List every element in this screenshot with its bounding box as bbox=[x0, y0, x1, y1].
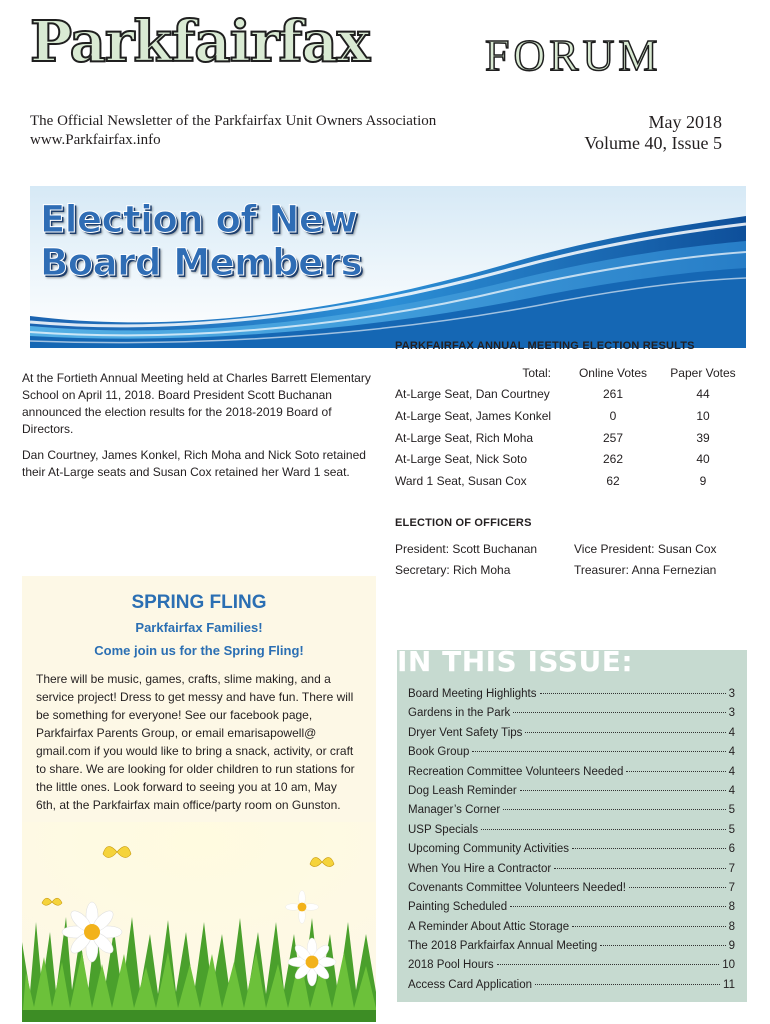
officer-secretary: Secretary: Rich Moha bbox=[395, 563, 511, 577]
toc-label: Manager’s Corner bbox=[408, 804, 501, 817]
table-row bbox=[395, 405, 745, 427]
paper-votes: 10 bbox=[696, 408, 710, 423]
toc-leader bbox=[497, 964, 720, 965]
toc-label: Board Meeting Highlights bbox=[408, 688, 537, 700]
table-row bbox=[395, 384, 745, 406]
list-item[interactable] bbox=[408, 707, 735, 726]
results-title: PARKFAIRFAX ANNUAL MEETING ELECTION RESULTS bbox=[395, 340, 695, 352]
toc-page: 3 bbox=[728, 707, 735, 720]
toc-label: When You Hire a Contractor bbox=[408, 862, 552, 875]
header-total: Total: bbox=[522, 365, 551, 380]
online-votes: 257 bbox=[602, 430, 624, 445]
toc-label: USP Specials bbox=[408, 823, 479, 836]
online-votes: 262 bbox=[602, 452, 624, 467]
spring-fling-subtitle: Parkfairfax Families! bbox=[135, 620, 263, 635]
issue-info bbox=[584, 112, 722, 154]
seat-name: At-Large Seat, Nick Soto bbox=[395, 452, 528, 467]
toc-page: 5 bbox=[728, 804, 735, 817]
newsletter-subtitle-block bbox=[30, 112, 436, 150]
election-article bbox=[22, 370, 382, 481]
seat-name: At-Large Seat, Dan Courtney bbox=[395, 387, 550, 402]
list-item[interactable] bbox=[408, 863, 735, 882]
paper-votes: 9 bbox=[699, 473, 707, 488]
list-item[interactable] bbox=[408, 843, 735, 862]
officer-vice-president: Vice President: Susan Cox bbox=[574, 542, 717, 556]
list-item[interactable] bbox=[408, 804, 735, 823]
list-item[interactable] bbox=[408, 882, 735, 901]
toc-label: Gardens in the Park bbox=[408, 707, 511, 720]
list-item[interactable] bbox=[408, 727, 735, 746]
spring-fling-box bbox=[22, 576, 376, 1022]
toc-label: A Reminder About Attic Storage bbox=[408, 920, 570, 933]
flower-illustration bbox=[22, 822, 376, 1022]
officer-president: President: Scott Buchanan bbox=[395, 542, 538, 556]
masthead bbox=[30, 9, 750, 94]
toc-label: Dog Leash Reminder bbox=[408, 784, 517, 797]
toc-label: Recreation Committee Volunteers Needed bbox=[408, 765, 624, 778]
list-item[interactable] bbox=[408, 785, 735, 804]
list-item[interactable] bbox=[408, 921, 735, 940]
toc-label: Access Card Application bbox=[408, 978, 533, 991]
table-of-contents bbox=[408, 688, 735, 998]
toc-page: 7 bbox=[728, 881, 735, 894]
toc-label: Dryer Vent Safety Tips bbox=[408, 726, 523, 739]
toc-leader bbox=[525, 732, 725, 733]
banner-title bbox=[40, 198, 362, 284]
toc-leader bbox=[472, 751, 725, 752]
results-table bbox=[395, 362, 745, 492]
toc-leader bbox=[510, 906, 725, 907]
toc-page: 8 bbox=[728, 920, 735, 933]
toc-leader bbox=[629, 887, 726, 888]
officer-treasurer: Treasurer: Anna Fernezian bbox=[574, 563, 717, 577]
article-paragraph: Dan Courtney, James Konkel, Rich Moha and Nick Soto retained their At-Large seats and Susan Cox retained her Ward 1 seat. bbox=[22, 448, 366, 479]
list-item[interactable] bbox=[408, 824, 735, 843]
toc-page: 10 bbox=[722, 959, 735, 972]
toc-leader bbox=[535, 984, 720, 985]
officers-title: ELECTION OF OFFICERS bbox=[395, 517, 532, 529]
toc-leader bbox=[600, 945, 725, 946]
paper-votes: 40 bbox=[696, 452, 710, 467]
toc-label: Covenants Committee Volunteers Needed! bbox=[408, 881, 626, 894]
table-row bbox=[395, 470, 745, 492]
banner-title-line2: Board Members bbox=[40, 241, 363, 284]
toc-page: 8 bbox=[728, 901, 735, 914]
online-votes: 0 bbox=[609, 408, 617, 423]
issue-date: May 2018 bbox=[648, 112, 722, 132]
toc-page: 11 bbox=[723, 978, 735, 991]
toc-leader bbox=[572, 848, 726, 849]
toc-label: Upcoming Community Activities bbox=[408, 843, 570, 856]
toc-page: 6 bbox=[728, 843, 735, 856]
spring-fling-title: SPRING FLING bbox=[131, 592, 267, 613]
header-online-votes: Online Votes bbox=[578, 365, 648, 380]
paper-votes: 39 bbox=[696, 430, 710, 445]
newsletter-name: Parkfairfax bbox=[30, 9, 370, 75]
list-item[interactable] bbox=[408, 766, 735, 785]
toc-page: 4 bbox=[728, 765, 735, 778]
newsletter-subtitle: The Official Newsletter of the Parkfairfax Unit Owners Association bbox=[30, 113, 437, 129]
seat-name: At-Large Seat, James Konkel bbox=[395, 408, 552, 423]
toc-leader bbox=[540, 693, 726, 694]
toc-leader bbox=[513, 712, 725, 713]
article-paragraph: At the Fortieth Annual Meeting held at Charles Barrett Elementary School on April 11, 2018. Board President Scott Buchanan announced the election results for the 2018-2019 Board of Directors. bbox=[22, 371, 371, 436]
spring-fling-body: There will be music, games, crafts, slime making, and a service project! Dress to get messy and have fun. There will be something for everyone! See our facebook page, Parkfairfax Parents Group, or email emarisapowell@ gmail.com if you would like to bring a snack, activity, or craft to share. We are looking for older children to run stations for the little ones. Look forward to seeing you at 10 am, May 6th, at the Parkfairfax main office/party room on Gunston. bbox=[36, 672, 355, 812]
toc-leader bbox=[572, 926, 725, 927]
table-row bbox=[395, 427, 745, 449]
toc-page: 4 bbox=[728, 726, 735, 739]
toc-page: 9 bbox=[728, 940, 735, 953]
list-item[interactable] bbox=[408, 940, 735, 959]
toc-label: The 2018 Parkfairfax Annual Meeting bbox=[408, 940, 598, 953]
toc-page: 5 bbox=[728, 823, 735, 836]
toc-leader bbox=[554, 868, 725, 869]
toc-leader bbox=[503, 809, 725, 810]
toc-label: 2018 Pool Hours bbox=[408, 959, 494, 972]
list-item[interactable] bbox=[408, 959, 735, 978]
list-item[interactable] bbox=[408, 746, 735, 765]
newsletter-suffix: FORUM bbox=[485, 31, 662, 80]
toc-page: 4 bbox=[728, 784, 735, 797]
toc-label: Painting Scheduled bbox=[408, 901, 508, 914]
header-paper-votes: Paper Votes bbox=[670, 365, 736, 380]
toc-leader bbox=[481, 829, 725, 830]
banner-title-line1: Election of New bbox=[40, 198, 358, 241]
table-row bbox=[395, 448, 745, 470]
toc-label: Book Group bbox=[408, 746, 470, 759]
spring-fling-invite: Come join us for the Spring Fling! bbox=[94, 643, 304, 658]
results-header-row bbox=[395, 362, 745, 384]
in-this-issue-title: IN THIS ISSUE: bbox=[397, 645, 634, 678]
list-item[interactable] bbox=[408, 901, 735, 920]
paper-votes: 44 bbox=[696, 387, 710, 402]
list-item[interactable] bbox=[408, 688, 735, 707]
issue-volume: Volume 40, Issue 5 bbox=[584, 133, 722, 153]
online-votes: 62 bbox=[606, 473, 620, 488]
website-link[interactable]: www.Parkfairfax.info bbox=[30, 132, 161, 148]
seat-name: At-Large Seat, Rich Moha bbox=[395, 430, 534, 445]
toc-leader bbox=[626, 771, 725, 772]
list-item[interactable] bbox=[408, 979, 735, 998]
seat-name: Ward 1 Seat, Susan Cox bbox=[395, 473, 527, 488]
in-this-issue-box bbox=[397, 645, 747, 1002]
election-banner bbox=[30, 186, 746, 348]
toc-page: 4 bbox=[728, 746, 735, 759]
toc-page: 7 bbox=[728, 862, 735, 875]
online-votes: 261 bbox=[602, 387, 624, 402]
toc-page: 3 bbox=[728, 688, 735, 700]
toc-leader bbox=[520, 790, 726, 791]
